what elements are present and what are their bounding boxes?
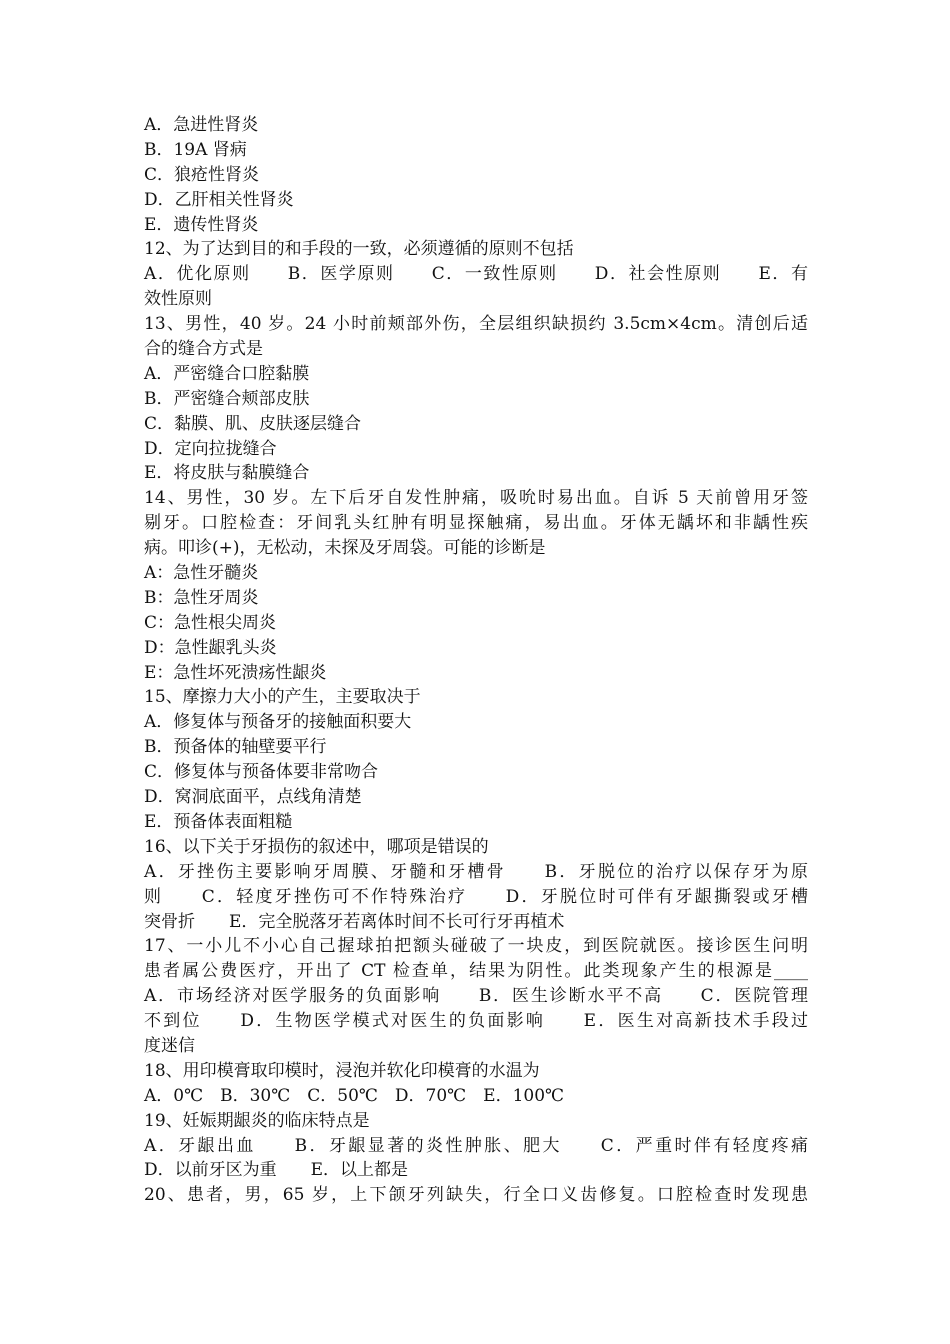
option-line: 效性原则	[144, 289, 212, 310]
option-line: D．以前牙区为重 E．以上都是	[144, 1160, 409, 1181]
option-line: A．市场经济对医学服务的负面影响 B．医生诊断水平不高 C．医院管理	[144, 986, 808, 1007]
option-line: C：急性根尖周炎	[144, 612, 277, 633]
option-line: B：急性牙周炎	[144, 587, 259, 608]
option-line: A．修复体与预备牙的接触面积要大	[144, 712, 412, 733]
option-line: D：急性龈乳头炎	[144, 637, 277, 658]
option-line: A．优化原则 B．医学原则 C．一致性原则 D．社会性原则 E．有	[144, 264, 808, 285]
question-14-cont: 剔牙。口腔检查：牙间乳头红肿有明显探触痛，易出血。牙体无龋坏和非龋性疾	[144, 513, 808, 534]
option-line: B．19A 肾病	[144, 139, 247, 160]
option-line: A．牙挫伤主要影响牙周膜、牙髓和牙槽骨 B．牙脱位的治疗以保存牙为原	[144, 861, 808, 882]
option-line: B．预备体的轴壁要平行	[144, 737, 327, 758]
option-line: A．0℃ B．30℃ C．50℃ D．70℃ E．100℃	[144, 1085, 565, 1106]
option-line: A．牙龈出血 B．牙龈显著的炎性肿胀、肥大 C．严重时伴有轻度疼痛	[144, 1135, 808, 1156]
option-line: 不到位 D．生物医学模式对医生的负面影响 E．医生对高新技术手段过	[144, 1011, 808, 1032]
option-line: C．修复体与预备体要非常吻合	[144, 762, 379, 783]
option-line: A：急性牙髓炎	[144, 563, 259, 584]
option-line: B．严密缝合颊部皮肤	[144, 388, 310, 409]
option-line: A．严密缝合口腔黏膜	[144, 363, 310, 384]
option-line: E．遗传性肾炎	[144, 214, 259, 235]
question-13: 13、男性，40 岁。24 小时前颊部外伤，全层组织缺损约 3.5cm×4cm。清创后适	[144, 314, 808, 335]
option-line: 突骨折 E．完全脱落牙若离体时间不长可行牙再植术	[144, 911, 565, 932]
option-line: C．狼疮性肾炎	[144, 164, 260, 185]
option-line: 度迷信	[144, 1035, 195, 1056]
option-line: E：急性坏死溃疡性龈炎	[144, 662, 327, 683]
option-line: D．窝洞底面平，点线角清楚	[144, 787, 362, 808]
option-line: 则 C．轻度牙挫伤可不作特殊治疗 D．牙脱位时可伴有牙龈撕裂或牙槽	[144, 886, 808, 907]
question-17-cont: 患者属公费医疗，开出了 CT 检查单，结果为阴性。此类现象产生的根源是____	[144, 961, 808, 982]
option-line: C．黏膜、肌、皮肤逐层缝合	[144, 413, 362, 434]
question-20: 20、患者，男，65 岁，上下颌牙列缺失，行全口义齿修复。口腔检查时发现患	[144, 1185, 808, 1206]
document-page	[144, 113, 808, 1208]
question-14: 14、男性，30 岁。左下后牙自发性肿痛，吸吮时易出血。自诉 5 天前曾用牙签	[144, 488, 808, 509]
question-17: 17、一小儿不小心自己握球拍把额头碰破了一块皮，到医院就医。接诊医生问明	[144, 936, 808, 957]
option-line: E．预备体表面粗糙	[144, 811, 293, 832]
question-13-cont: 合的缝合方式是	[144, 339, 263, 360]
question-15: 15、摩擦力大小的产生，主要取决于	[144, 687, 421, 708]
question-14-cont: 病。叩诊(+)，无松动，未探及牙周袋。可能的诊断是	[144, 538, 546, 559]
option-line: E．将皮肤与黏膜缝合	[144, 463, 310, 484]
question-18: 18、用印模膏取印模时，浸泡并软化印模膏的水温为	[144, 1060, 540, 1081]
option-line: D．乙肝相关性肾炎	[144, 189, 294, 210]
question-12: 12、为了达到目的和手段的一致，必须遵循的原则不包括	[144, 239, 574, 260]
question-19: 19、妊娠期龈炎的临床特点是	[144, 1110, 370, 1131]
question-16: 16、以下关于牙损伤的叙述中，哪项是错误的	[144, 836, 489, 857]
option-line: D．定向拉拢缝合	[144, 438, 277, 459]
option-line: A．急进性肾炎	[144, 115, 259, 135]
